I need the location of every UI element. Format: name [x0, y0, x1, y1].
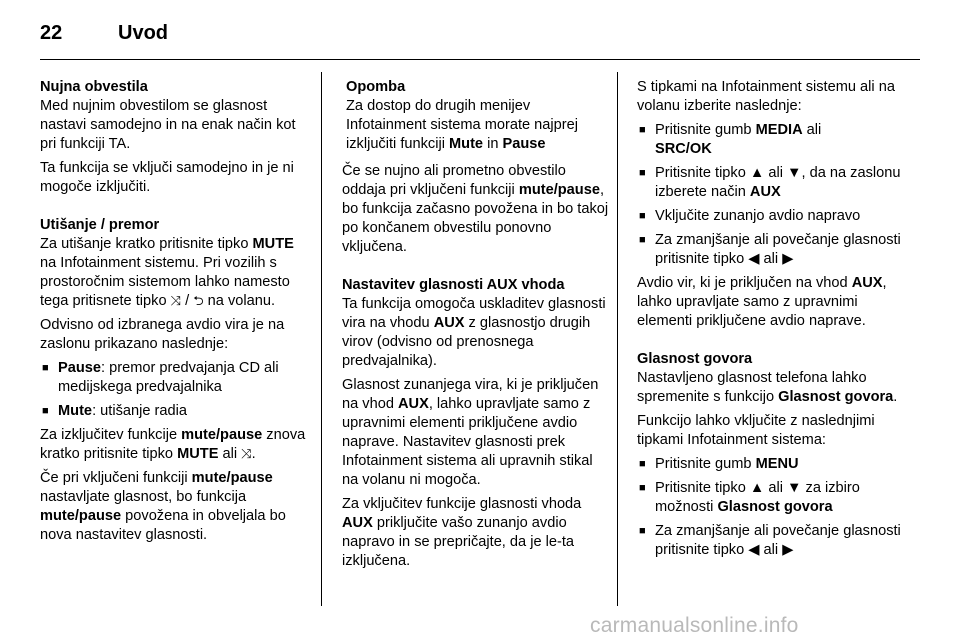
list-item: ■ Pritisnite tipko ▲ ali ▼, da na zaslonu izberete način AUX	[639, 165, 901, 200]
list-item: ■ Mute: utišanje radia	[42, 403, 187, 419]
list-item: ■ Pritisnite gumb MEDIA ali SRC/OK	[639, 122, 822, 157]
paragraph: Za vključitev funkcije glasnosti vhoda AUX priključite vašo zunanjo avdio napravo in se prepričajte, da je le-ta izključena.	[342, 496, 582, 569]
bullet-icon: ■	[639, 167, 646, 179]
mute-icon: ⤨	[241, 447, 252, 462]
bullet-icon: ■	[639, 482, 646, 494]
paragraph: Ta funkcija omogoča uskladitev glasnosti vira na vhodu AUX z glasnostjo drugih virov (odvisno od prenosnega predvajalnika).	[342, 296, 606, 369]
back-icon: ⮌	[193, 294, 204, 309]
note-text: Za dostop do drugih menijev Infotainment sistema morate najprej izključiti funkciji Mute in Pause	[346, 98, 578, 152]
bullet-icon: ■	[42, 405, 49, 417]
column-3	[637, 78, 912, 565]
paragraph: Nastavljeno glasnost telefona lahko spremenite s funkcijo Glasnost govora.	[637, 370, 898, 405]
page-header	[40, 18, 920, 60]
paragraph: Ta funkcija se vključi samodejno in je ni mogoče izključiti.	[40, 160, 294, 195]
section-heading: Utišanje / premor	[40, 217, 160, 233]
paragraph: Med nujnim obvestilom se glasnost nastavi samodejno in na enak način kot pri funkciji TA.	[40, 98, 296, 152]
bullet-icon: ■	[639, 210, 646, 222]
list-item: ■ Pritisnite tipko ▲ ali ▼ za izbiro možnosti Glasnost govora	[639, 480, 860, 515]
section-heading: Nujna obvestila	[40, 79, 148, 95]
paragraph: Avdio vir, ki je priključen na vhod AUX, lahko upravljate samo z upravnimi elementi priključene avdio naprave.	[637, 275, 887, 329]
paragraph: Glasnost zunanjega vira, ki je priključen na vhod AUX, lahko upravljate samo z upravnimi elementi priključene avdio naprave. Nastavitev glasnosti prek Infotainment sistema ali upravnih stikal na volanu ni mogoča.	[342, 377, 599, 488]
bullet-icon: ■	[639, 124, 646, 136]
paragraph: Funkcijo lahko vključite z naslednjimi tipkami Infotainment sistema:	[637, 413, 875, 448]
note-title: Opomba	[346, 79, 406, 95]
column-2	[342, 78, 610, 576]
paragraph: Za izključitev funkcije mute/pause znova kratko pritisnite tipko MUTE ali ⤨.	[40, 427, 306, 462]
key-label: MUTE	[252, 236, 294, 252]
paragraph: Če se nujno ali prometno obvestilo oddaja pri vključeni funkciji mute/pause, bo funkcija začasno povožena in bo takoj po končanem obvestilu ponovno vključena.	[342, 163, 609, 255]
paragraph: S tipkami na Infotainment sistemu ali na volanu izberite naslednje:	[637, 79, 895, 114]
column-divider	[617, 72, 618, 606]
watermark: carmanualsonline.info	[590, 614, 799, 637]
paragraph: Odvisno od izbranega avdio vira je na zaslonu prikazano naslednje:	[40, 317, 285, 352]
note-box	[342, 78, 610, 154]
paragraph: Za utišanje kratko pritisnite tipko MUTE na Infotainment sistemu. Pri vozilih s prostoročnim sistemom lahko namesto tega pritisnete tipko ⤨ / ⮌ na volanu.	[40, 236, 294, 309]
paragraph: Če pri vključeni funkciji mute/pause nastavljate glasnost, bo funkcija mute/pause povožena in obveljala bo nova nastavitev glasnosti.	[40, 470, 286, 543]
bullet-icon: ■	[639, 234, 646, 246]
list-item: ■ Vključite zunanjo avdio napravo	[639, 208, 861, 224]
section-heading: Glasnost govora	[637, 351, 753, 367]
list-item: ■ Za zmanjšanje ali povečanje glasnosti pritisnite tipko ◀ ali ▶	[639, 523, 901, 558]
list-item: ■ Pause: premor predvajanja CD ali medijskega predvajalnika	[42, 360, 279, 395]
list-item: ■ Za zmanjšanje ali povečanje glasnosti pritisnite tipko ◀ ali ▶	[639, 232, 901, 267]
bullet-icon: ■	[639, 458, 646, 470]
column-divider	[321, 72, 322, 606]
bullet-icon: ■	[42, 362, 49, 374]
list-item: ■ Pritisnite gumb MENU	[639, 456, 799, 472]
mute-icon: ⤨	[170, 294, 182, 309]
section-heading: Nastavitev glasnosti AUX vhoda	[342, 277, 565, 293]
page-title: Uvod	[118, 22, 168, 44]
bullet-icon: ■	[639, 525, 646, 537]
column-1	[40, 78, 308, 550]
page-number: 22	[40, 22, 63, 44]
